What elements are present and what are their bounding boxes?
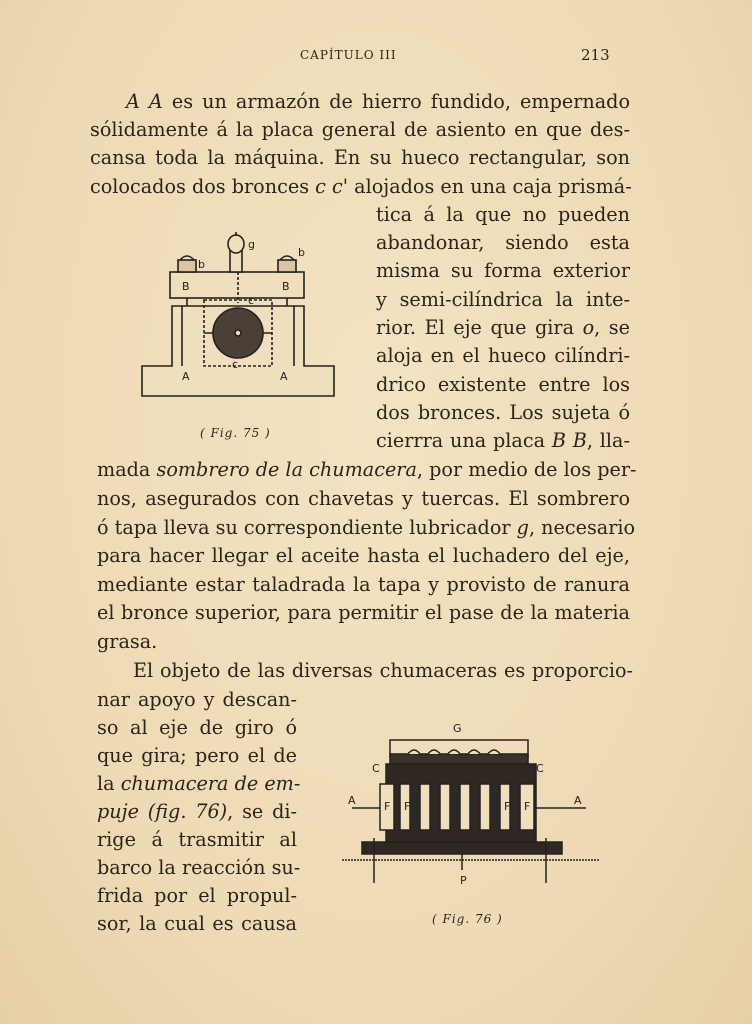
text-line: grasa. xyxy=(97,630,158,653)
text-line xyxy=(97,456,637,484)
label-G: G xyxy=(453,722,462,735)
text-span: colocados dos bronces xyxy=(90,175,316,198)
text-line xyxy=(376,314,630,342)
text-span: , lla- xyxy=(586,429,630,452)
label-C-right: C xyxy=(536,762,544,775)
text-line: frida por el propul- xyxy=(97,884,297,907)
text-line: mediante estar taladrada la tapa y provisto de ranura xyxy=(97,573,630,596)
label-c-top: c xyxy=(248,294,255,307)
text-line: tica á la que no pueden xyxy=(376,203,630,226)
figure-75-caption: ( Fig. 75 ) xyxy=(200,426,271,440)
text-span: , se xyxy=(594,316,630,339)
label-b-right: b xyxy=(298,246,305,259)
label-F-1: F xyxy=(384,800,391,813)
text-span: mada xyxy=(97,458,157,481)
label-A-left: A xyxy=(182,370,190,383)
italic-term: o xyxy=(582,316,595,339)
running-header xyxy=(0,46,752,68)
text-line: rige á trasmitir al xyxy=(97,828,297,851)
text-span: rior. El eje que gira xyxy=(376,316,583,339)
italic-term: B B xyxy=(551,429,587,452)
text-line: abandonar, siendo esta xyxy=(376,231,630,254)
figure-76-caption: ( Fig. 76 ) xyxy=(432,912,503,926)
text-line: El objeto de las diversas chumaceras es proporcio- xyxy=(133,659,633,682)
text-span: , por medio de los per- xyxy=(416,458,637,481)
page-number: 213 xyxy=(581,46,610,64)
text-line: sólidamente á la placa general de asiento en que des- xyxy=(90,118,630,141)
text-line: dos bronces. Los sujeta ó xyxy=(376,401,630,424)
text-span: cierrra una placa xyxy=(376,429,552,452)
text-line: barco la reacción su- xyxy=(97,856,301,879)
text-line xyxy=(97,798,297,826)
label-F-2: F xyxy=(404,800,411,813)
italic-term: puje (fig. 76) xyxy=(97,800,228,823)
text-line: sor, la cual es causa xyxy=(97,912,297,935)
label-g: g xyxy=(248,238,255,251)
label-B-left: B xyxy=(182,280,190,293)
figure-75-plummer-block-illustration xyxy=(132,228,352,408)
chapter-heading: CAPÍTULO III xyxy=(300,48,397,62)
label-B-right: B xyxy=(282,280,290,293)
text-span: , necesario xyxy=(528,516,636,539)
text-span: la xyxy=(97,772,121,795)
text-span: alojados en una caja prismá- xyxy=(348,175,632,198)
italic-term: sombrero de la chumacera xyxy=(156,458,417,481)
label-P: P xyxy=(460,874,467,887)
text-span: ó tapa lleva su correspondiente lubricador xyxy=(97,516,517,539)
label-A-right: A xyxy=(280,370,288,383)
text-line: cansa toda la máquina. En su hueco rectangular, son xyxy=(90,146,630,169)
italic-term: chumacera de em- xyxy=(120,772,301,795)
label-A-left: A xyxy=(348,794,356,807)
text-span: es un armazón de hierro fundido, empernado xyxy=(162,90,631,113)
italic-term: c c' xyxy=(315,175,349,198)
label-A-right: A xyxy=(574,794,582,807)
text-line xyxy=(97,514,636,542)
text-line: que gira; pero el de xyxy=(97,744,297,767)
label-b-left: b xyxy=(198,258,205,271)
text-line: el bronce superior, para permitir el pase de la materia xyxy=(97,601,630,624)
text-line: misma su forma exterior xyxy=(376,259,630,282)
text-line: para hacer llegar el aceite hasta el luchadero del eje, xyxy=(97,544,630,567)
label-c-bottom: c xyxy=(232,358,239,371)
italic-term: A A xyxy=(126,90,163,113)
text-line: nar apoyo y descan- xyxy=(97,688,297,711)
text-span: , se di- xyxy=(227,800,297,823)
text-line xyxy=(90,173,630,201)
text-line xyxy=(376,427,630,455)
label-C-left: C xyxy=(372,762,380,775)
text-line: y semi-cilíndrica la inte- xyxy=(376,288,630,311)
text-line: aloja en el hueco cilíndri- xyxy=(376,344,630,367)
text-line: so al eje de giro ó xyxy=(97,716,297,739)
text-line xyxy=(97,770,301,798)
italic-term: g xyxy=(516,516,529,539)
label-F-3: F xyxy=(504,800,511,813)
text-line: nos, asegurados con chavetas y tuercas. El sombrero xyxy=(97,487,630,510)
label-F-4: F xyxy=(524,800,531,813)
text-line xyxy=(126,88,630,116)
text-line: drico existente entre los xyxy=(376,373,630,396)
figure-76-thrust-bearing-illustration xyxy=(338,718,608,888)
